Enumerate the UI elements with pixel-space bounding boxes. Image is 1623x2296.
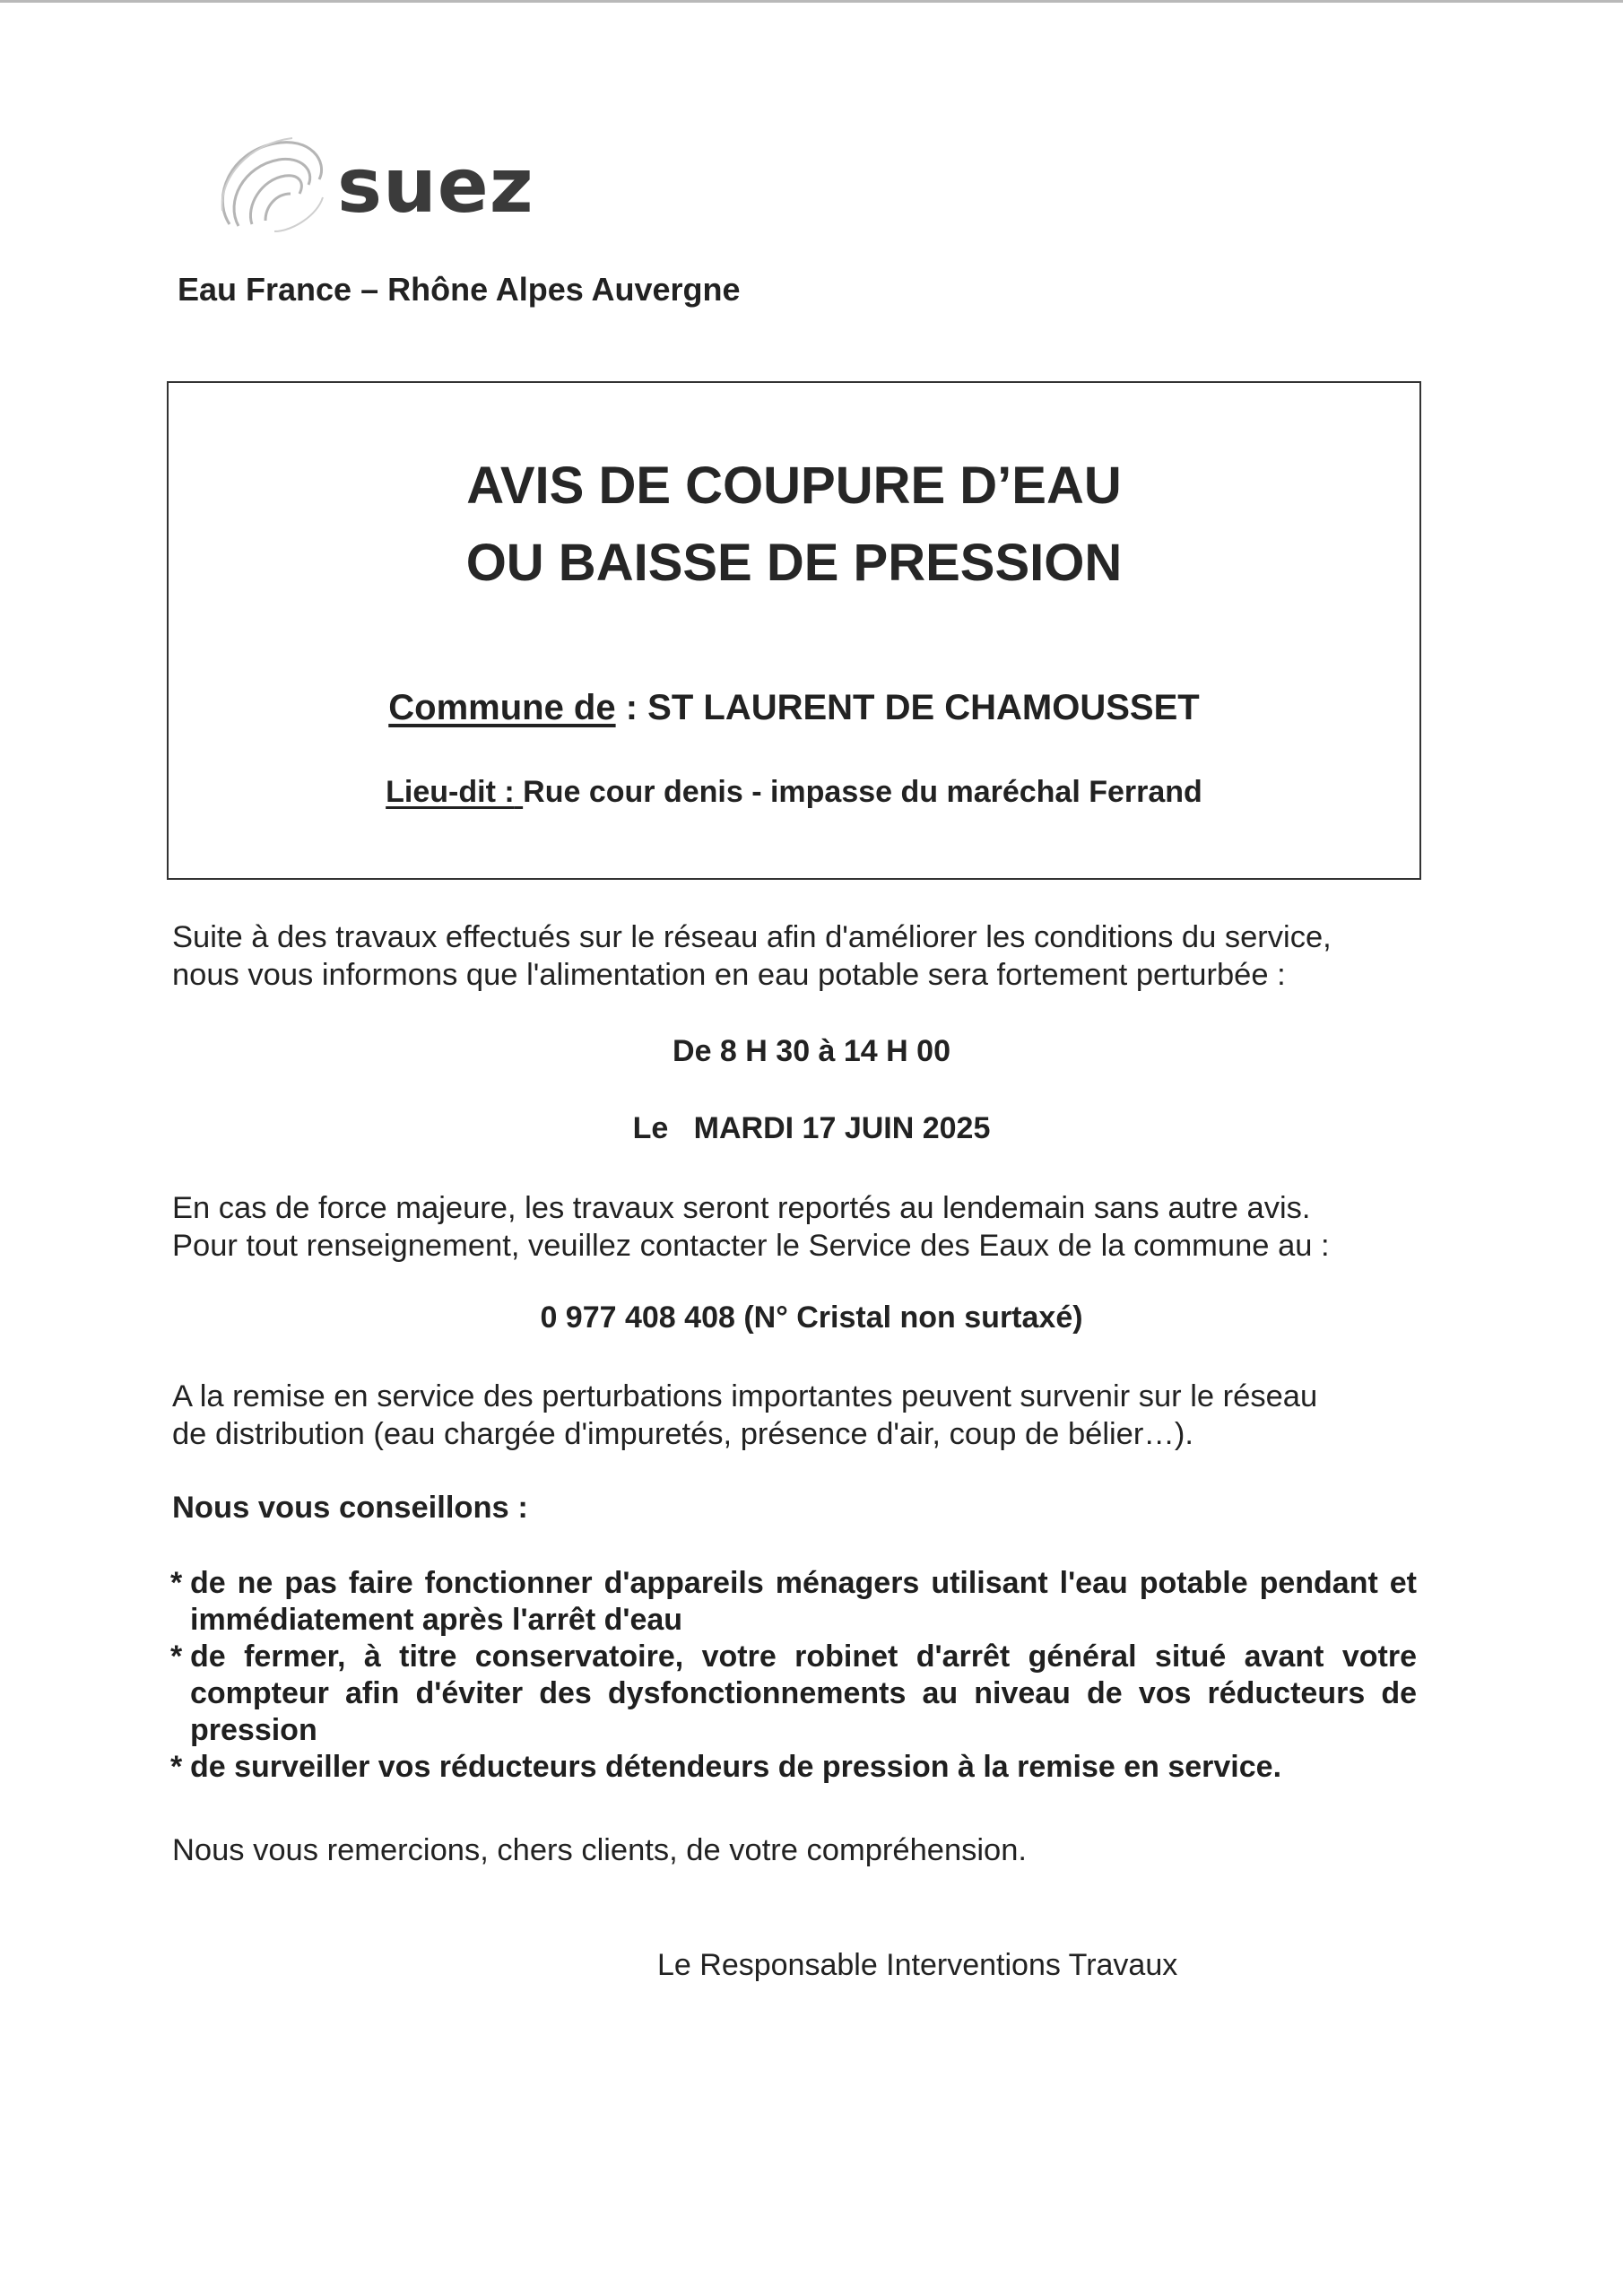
title-line-2: OU BAISSE DE PRESSION [465, 534, 1123, 592]
list-item [170, 1639, 1417, 1749]
bullet-star: * [170, 1566, 183, 1600]
contact-line-2: Pour tout renseignement, veuillez contacter le Service des Eaux de la commune au : [172, 1229, 1330, 1263]
contact-paragraph [172, 1189, 1428, 1265]
commune-value: ST LAURENT DE CHAMOUSSET [647, 688, 1200, 727]
restore-line-1: A la remise en service des perturbations importantes peuvent survenir sur le réseau [172, 1379, 1318, 1413]
title-line-1: AVIS DE COUPURE D’EAU [466, 457, 1122, 515]
suez-logo [212, 126, 534, 242]
logo-wordmark: suez [337, 142, 534, 230]
date-prefix: Le [632, 1111, 669, 1145]
signature: Le Responsable Interventions Travaux [657, 1948, 1178, 1982]
schedule-date-line [0, 1111, 1623, 1146]
phone-number: 0 977 408 408 (N° Cristal non surtaxé) [540, 1300, 1083, 1335]
advice-heading: Nous vous conseillons : [172, 1491, 528, 1525]
lieu-dit-value: Rue cour denis - impasse du maréchal Ferrand [523, 775, 1202, 809]
lieu-dit-label: Lieu-dit : [386, 775, 515, 809]
suez-swirl-icon [212, 126, 337, 242]
notice-box [167, 381, 1421, 880]
notice-title [169, 448, 1419, 602]
schedule-date: MARDI 17 JUIN 2025 [693, 1111, 991, 1145]
advice-item-text: de surveiller vos réducteurs détendeurs de pression à la remise en service. [190, 1750, 1282, 1784]
bullet-star: * [170, 1639, 183, 1674]
list-item [170, 1565, 1417, 1639]
commune-label: Commune de [388, 688, 616, 727]
contact-line-1: En cas de force majeure, les travaux seront reportés au lendemain sans autre avis. [172, 1191, 1311, 1225]
bullet-star: * [170, 1750, 183, 1784]
scan-edge-line [0, 0, 1623, 3]
list-item [170, 1749, 1417, 1786]
intro-line-2: nous vous informons que l'alimentation en eau potable sera fortement perturbée : [172, 958, 1286, 992]
commune-line: Commune de : ST LAURENT DE CHAMOUSSET [388, 688, 1200, 727]
schedule-time: De 8 H 30 à 14 H 00 [673, 1034, 950, 1068]
intro-line-1: Suite à des travaux effectués sur le réseau afin d'améliorer les conditions du service, [172, 920, 1332, 954]
lieu-dit-line [169, 775, 1419, 810]
restore-paragraph [172, 1378, 1428, 1453]
advice-item-text: de ne pas faire fonctionner d'appareils ménagers utilisant l'eau potable pendant et immédiatement après l'arrêt d'eau [190, 1566, 1417, 1637]
closing-text: Nous vous remercions, chers clients, de votre compréhension. [172, 1833, 1028, 1867]
advice-list [170, 1565, 1417, 1786]
intro-paragraph [172, 918, 1428, 994]
advice-item-text: de fermer, à titre conservatoire, votre robinet d'arrêt général situé avant votre compteur afin d'éviter des dysfonctionnements au niveau de vos réducteurs de pression [190, 1639, 1417, 1747]
restore-line-2: de distribution (eau chargée d'impuretés, présence d'air, coup de bélier…). [172, 1417, 1193, 1451]
region-heading: Eau France – Rhône Alpes Auvergne [178, 271, 741, 308]
